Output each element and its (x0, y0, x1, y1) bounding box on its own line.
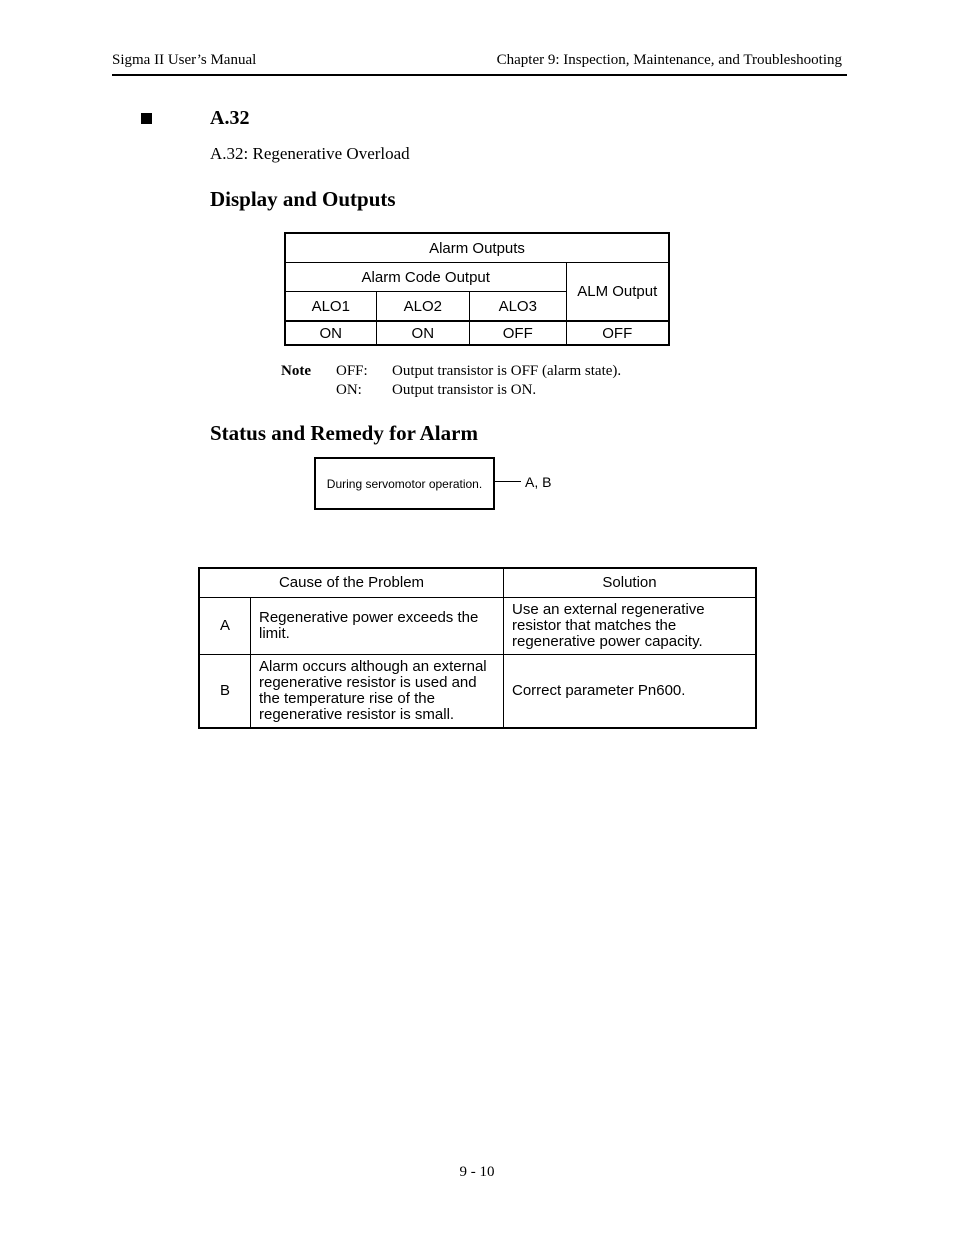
cause-solution-table (198, 567, 757, 729)
alo1-value: ON (285, 321, 376, 345)
alo2-header: ALO2 (376, 292, 470, 322)
note-text-on: Output transistor is ON. (392, 382, 537, 398)
cause-id: A (199, 598, 251, 655)
cause-header: Cause of the Problem (199, 568, 504, 598)
cause-text: Regenerative power exceeds the limit. (251, 598, 504, 655)
alarm-outputs-title: Alarm Outputs (285, 233, 669, 263)
status-box (314, 457, 495, 510)
note-key-off: OFF: (336, 363, 368, 379)
cause-text: Alarm occurs although an external regenerative resistor is used and the temperature rise of the regenerative resistor is small. (251, 655, 504, 729)
alarm-code-output-header: Alarm Code Output (285, 263, 566, 292)
header-chapter-title: Chapter 9: Inspection, Maintenance, and Troubleshooting (496, 52, 842, 68)
display-outputs-heading: Display and Outputs (210, 187, 396, 211)
header-manual-title: Sigma II User’s Manual (112, 52, 257, 68)
page-number: 9 - 10 (459, 1164, 495, 1180)
alarm-description: A.32: Regenerative Overload (210, 144, 410, 163)
solution-header: Solution (504, 568, 757, 598)
table-row (199, 655, 756, 729)
alo3-value: OFF (470, 321, 566, 345)
status-box-text: During servomotor operation. (326, 476, 483, 491)
alm-output-header: ALM Output (566, 263, 669, 322)
header-rule (112, 74, 847, 76)
note-label: Note (281, 363, 311, 379)
alo1-header: ALO1 (285, 292, 376, 322)
note-text-off: Output transistor is OFF (alarm state). (392, 363, 622, 379)
alo2-value: ON (376, 321, 470, 345)
alm-output-value: OFF (566, 321, 669, 345)
square-bullet-icon (141, 113, 152, 124)
alo3-header: ALO3 (470, 292, 566, 322)
solution-text: Correct parameter Pn600. (504, 655, 757, 729)
note-values (392, 362, 621, 400)
note-keys (336, 362, 368, 400)
alarm-outputs-table (284, 232, 670, 346)
table-row (199, 598, 756, 655)
status-remedy-heading: Status and Remedy for Alarm (210, 421, 478, 445)
alarm-code-heading: A.32 (210, 107, 250, 129)
cause-id: B (199, 655, 251, 729)
status-cause-label: A, B (525, 474, 552, 490)
solution-text: Use an external regenerative resistor that matches the regenerative power capacity. (504, 598, 757, 655)
note-key-on: ON: (336, 382, 362, 398)
status-connector-line (494, 481, 521, 482)
